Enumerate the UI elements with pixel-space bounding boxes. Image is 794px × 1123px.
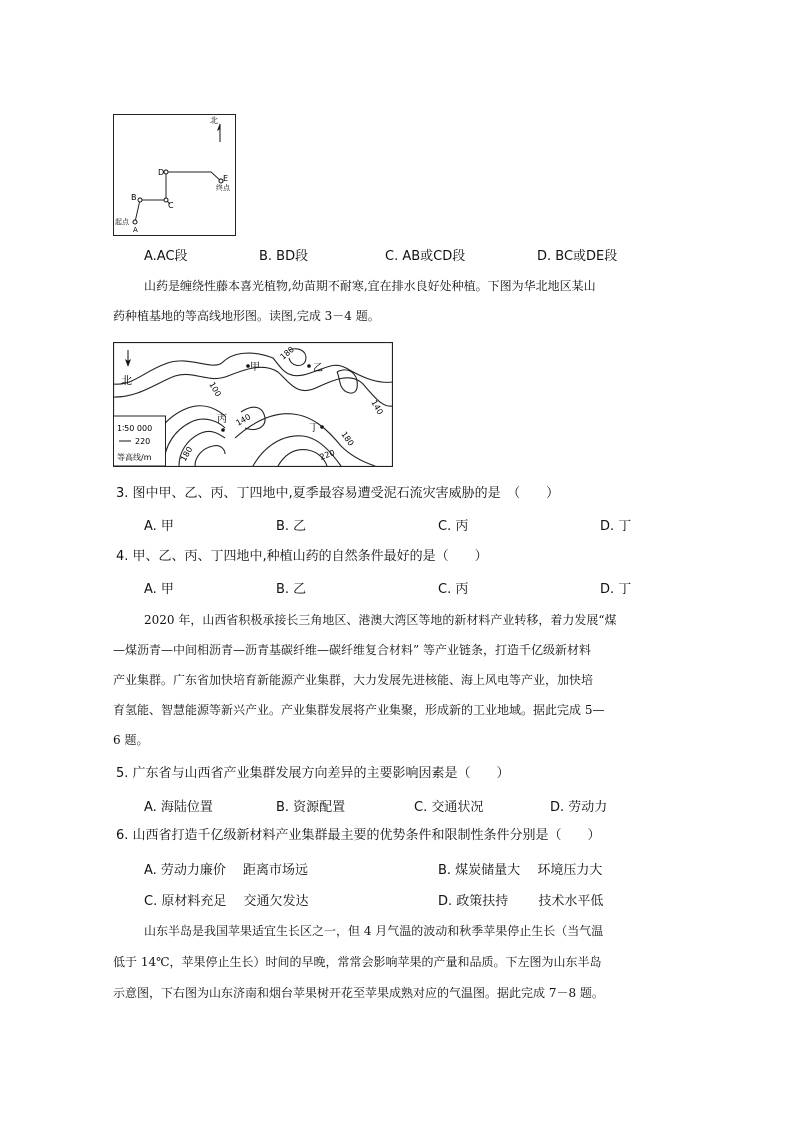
place-bing: 丙 [217, 414, 227, 425]
point-a-label: A [133, 226, 138, 234]
start-label: 起点 [115, 218, 129, 226]
route-north-label: 北 [210, 116, 218, 125]
q5-option-b: B. 资源配置 [276, 800, 346, 815]
route-map [113, 114, 236, 236]
q3-option-b: B. 乙 [276, 519, 307, 534]
q5-option-a: A. 海陆位置 [144, 800, 213, 815]
q2-option-c: C. AB或CD段 [385, 249, 466, 264]
place-yi: 乙 [313, 363, 323, 374]
q3-stem: 3. 图中甲、乙、丙、丁四地中,夏季最容易遭受泥石流灾害威胁的是 （ ） [116, 486, 560, 501]
intro-7-8-line-2: 低于 14℃，苹果停止生长）时间的早晚，常常会影响苹果的产量和品质。下左图为山东半岛 [113, 955, 602, 969]
q4-option-b: B. 乙 [276, 582, 307, 597]
q3-option-d: D. 丁 [600, 519, 632, 534]
q4-option-d: D. 丁 [600, 582, 632, 597]
q2-option-d: D. BC或DE段 [537, 249, 618, 264]
q6-option-d: D. 政策扶持 技术水平低 [438, 894, 604, 909]
contour-label-180-right: 180 [339, 429, 356, 448]
q5-option-c: C. 交通状况 [414, 800, 484, 815]
intro-7-8-line-1: 山东半岛是我国苹果适宜生长区之一，但 4 月气温的波动和秋季苹果停止生长（当气温 [144, 924, 604, 938]
q5-option-d: D. 劳动力 [550, 800, 608, 815]
q6-option-c: C. 原材料充足 交通欠发达 [144, 894, 309, 909]
contour-label-140-mid: 140 [234, 412, 253, 428]
intro-5-6-line-5: 6 题。 [113, 733, 149, 747]
q2-option-b: B. BD段 [259, 249, 309, 264]
contour-label-180-top: 180 [278, 344, 296, 362]
contour-legend-value: 220 [135, 437, 151, 446]
contour-label-140-right: 140 [369, 398, 385, 417]
q4-stem: 4. 甲、乙、丙、丁四地中,种植山药的自然条件最好的是（ ） [116, 549, 488, 564]
intro-5-6-line-3: 产业集群。广东省加快培育新能源产业集群，大力发展先进核能、海上风电等产业，加快培 [113, 673, 594, 687]
intro-5-6-line-1: 2020 年，山西省积极承接长三角地区、港澳大湾区等地的新材料产业转移，着力发展“煤 [144, 613, 617, 627]
intro-5-6-line-2: —煤沥青—中间相沥青—沥青基碳纤维—碳纤维复合材料” 等产业链条，打造千亿级新材料 [113, 643, 591, 657]
q5-stem: 5. 广东省与山西省产业集群发展方向差异的主要影响因素是（ ） [116, 766, 510, 781]
intro-7-8-line-3: 示意图，下右图为山东济南和烟台苹果树开花至苹果成熟对应的气温图。据此完成 7－8 题。 [113, 986, 604, 1000]
q6-stem: 6. 山西省打造千亿级新材料产业集群最主要的优势条件和限制性条件分别是（ ） [116, 828, 601, 843]
q6-option-b: B. 煤炭储量大 环境压力大 [438, 863, 603, 878]
contour-map [113, 342, 393, 467]
q2-option-a: A.AC段 [144, 249, 188, 264]
contour-label-220: 220 [318, 448, 337, 462]
contour-north-label: 北 [121, 374, 132, 387]
place-ding: 丁 [309, 423, 319, 434]
contour-label-100: 100 [207, 380, 223, 399]
point-c-label: C [168, 201, 174, 210]
contour-legend-label: 等高线/m [117, 453, 152, 462]
q3-option-c: C. 丙 [438, 519, 469, 534]
q4-option-a: A. 甲 [144, 582, 174, 597]
contour-label-180-bottom: 180 [178, 445, 195, 463]
q6-option-a: A. 劳动力廉价 距离市场远 [144, 863, 309, 878]
intro-3-4-line-2: 药种植基地的等高线地形图。读图,完成 3－4 题。 [113, 309, 380, 323]
q4-option-c: C. 丙 [438, 582, 469, 597]
point-d-label: D [158, 168, 165, 177]
point-e-label: E [223, 174, 229, 183]
contour-scale: 1∶50 000 [117, 424, 153, 433]
point-b-label: B [131, 193, 137, 202]
end-label: 终点 [216, 184, 230, 192]
q3-option-a: A. 甲 [144, 519, 174, 534]
intro-3-4-line-1: 山药是缠绕性藤本喜光植物,幼苗期不耐寒,宜在排水良好处种植。下图为华北地区某山 [144, 279, 596, 293]
place-jia: 甲 [250, 362, 260, 373]
intro-5-6-line-4: 育氢能、智慧能源等新兴产业。产业集群发展将产业集聚，形成新的工业地域。据此完成 5— [113, 703, 605, 717]
